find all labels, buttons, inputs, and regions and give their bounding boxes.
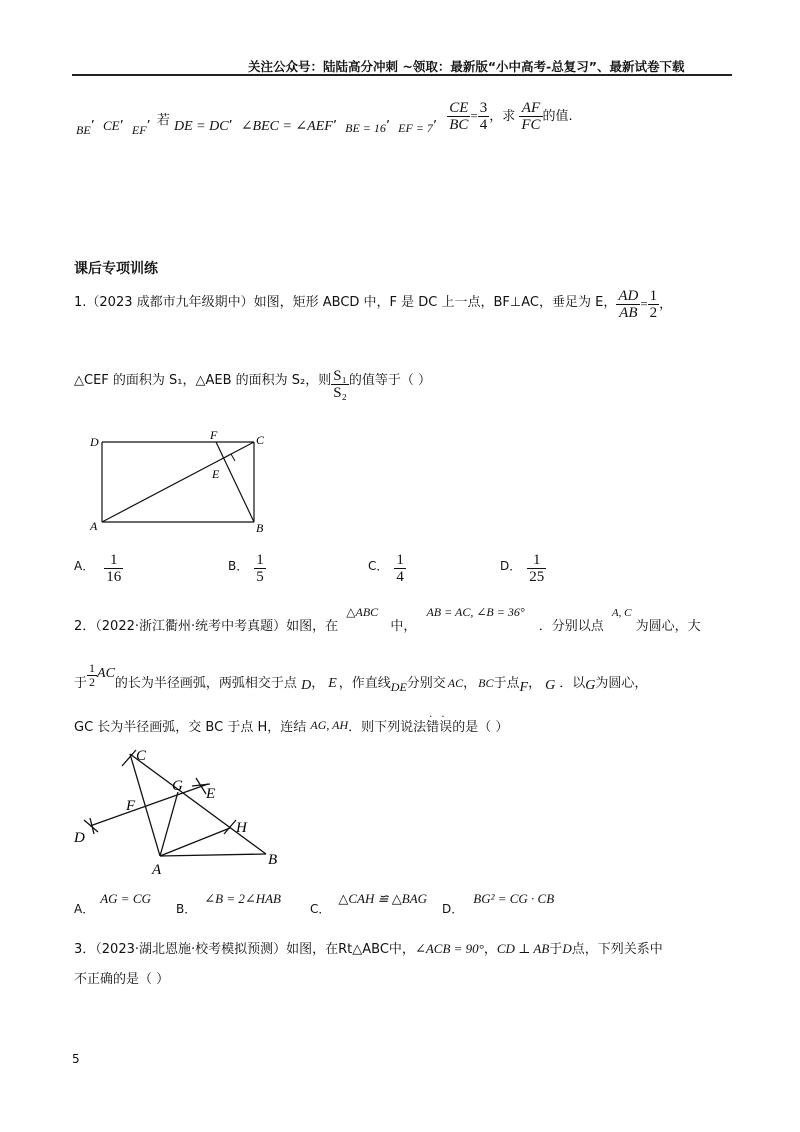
seg-ah (160, 828, 230, 856)
ratio-ce-bc: $\frac{CE}{BC}$ (449, 100, 469, 133)
seg-ef-7: EF = 7 (398, 121, 433, 135)
arc-mark-h (224, 820, 236, 834)
page-number: 5 (72, 1052, 80, 1066)
ask-tail: 的值. (542, 109, 573, 124)
seg-sep: ’ (90, 119, 95, 134)
q3-line1: 3．（2023·湖北恩施·校考模拟预测）如图，在Rt△ABC中，∠ACB = 90°，CD ⊥ AB于D点，下列关系中 (74, 941, 663, 957)
q2-half: $\frac{1}{2}$ (89, 661, 96, 689)
label-a: A (90, 519, 98, 533)
page-header: 关注公众号：陆陆高分冲刺 ~领取：最新版“小中高考-总复习”、最新试卷下载 (248, 59, 685, 74)
ask-text: ，求 (489, 109, 516, 124)
label-h: H (236, 820, 247, 836)
q1-option-b[interactable]: B． $\frac{1}{5}$ (228, 552, 264, 585)
seg-ef: EF (131, 123, 147, 137)
q2-condition: AB = AC, ∠B = 36° (426, 605, 525, 619)
ratio-value: $\frac{3}{4}$ (479, 100, 488, 133)
seg-bf (216, 442, 254, 522)
right-angle-mark (224, 454, 235, 461)
label-c: C (256, 433, 265, 447)
ratio-eq: = (470, 108, 478, 123)
label-e: E (206, 786, 216, 802)
seg-be: BE (76, 123, 91, 137)
q2-line2: 于 $\frac{1}{2}$ AC的长为半径画弧，两弧相交于点 D， E ，作直线DE分别交 AC， BC于点F， G ．以G为圆心， (74, 661, 648, 695)
q2-line3: GC 长为半径画弧，交 BC 于点 H，连结 AG, AH．则下列说法错误 ·· 的是（ ） (74, 712, 509, 735)
section-title: 课后专项训练 (74, 261, 158, 277)
label-f: F (210, 430, 218, 442)
q1-option-a[interactable]: A． $\frac{1}{16}$ (74, 552, 122, 585)
header-rule (72, 74, 732, 76)
seg-ce: CE (102, 118, 120, 133)
ratio-af-fc: $\frac{AF}{FC}$ (521, 100, 541, 133)
label-b: B (256, 521, 264, 535)
q2-line1: 2．（2022·浙江衢州·统考中考真题）如图，在 △ABC 中， AB = AC, ∠B = 36° ．分别以点 $^{A, C}$ 为圆心，大 (74, 605, 701, 634)
q3-line2: 不正确的是（ ） (74, 972, 170, 987)
seg-de-dc: DE = DC (173, 119, 229, 134)
q1-option-d[interactable]: D． $\frac{1}{25}$ (500, 552, 545, 585)
seg-sep: ’ (119, 119, 124, 134)
q2-points-ac: A, C (611, 607, 632, 619)
seg-ruo: 若 (156, 113, 170, 128)
label-c: C (136, 748, 147, 764)
q2-option-b[interactable]: B．∠B = 2∠HAB (176, 891, 282, 916)
q2-option-a[interactable]: A．AG = CG (74, 891, 151, 916)
label-e: E (212, 467, 220, 481)
q1-line1: 1.（2023 成都市九年级期中）如图，矩形 ABCD 中，F 是 DC 上一点，BF⊥AC，垂足为 E， $\frac{AD}{AB}$ = $\frac{1}{2}$ ， (74, 288, 673, 321)
label-b: B (268, 852, 278, 868)
q1-option-c[interactable]: C． $\frac{1}{4}$ (368, 552, 404, 585)
label-a: A (152, 862, 162, 878)
q2-emphasis-wrong: 错误 ·· (426, 712, 454, 735)
seg-sep: ’ (432, 119, 438, 134)
label-d: D (90, 435, 99, 449)
q1-frac-ad-ab: $\frac{AD}{AB}$ (618, 288, 639, 321)
q2-figure (70, 744, 290, 880)
q2-triangle-abc: △ABC (346, 605, 379, 619)
seg-sep: ’ (332, 119, 337, 134)
q2-option-d[interactable]: D．BG² = CG · CB (442, 891, 555, 916)
prev-problem-line (76, 100, 573, 140)
seg-ag (160, 792, 178, 856)
q2-option-c[interactable]: C．△CAH ≌ △BAG (310, 891, 428, 916)
q1-figure (86, 430, 276, 542)
label-f: F (126, 798, 136, 814)
label-d: D (74, 830, 85, 846)
seg-ab (160, 854, 266, 856)
q1-line2: △CEF 的面积为 S₁，△AEB 的面积为 S₂，则 $\frac{\text{S₁}}{\text{S₂}}$ 的值等于（ ） (74, 368, 431, 401)
seg-be-16: BE = 16 (345, 121, 386, 135)
seg-sep: ’ (228, 119, 233, 134)
q1-frac-s1-s2: $\frac{\text{S₁}}{\text{S₂}}$ (333, 368, 347, 401)
seg-sep: ’ (146, 119, 151, 134)
q1-frac-half: $\frac{1}{2}$ (649, 288, 658, 321)
seg-angle-eq: ∠BEC = ∠AEF (240, 119, 333, 134)
arc-mark-c (122, 750, 136, 766)
seg-sep: ’ (385, 119, 391, 134)
label-g: G (172, 778, 183, 794)
